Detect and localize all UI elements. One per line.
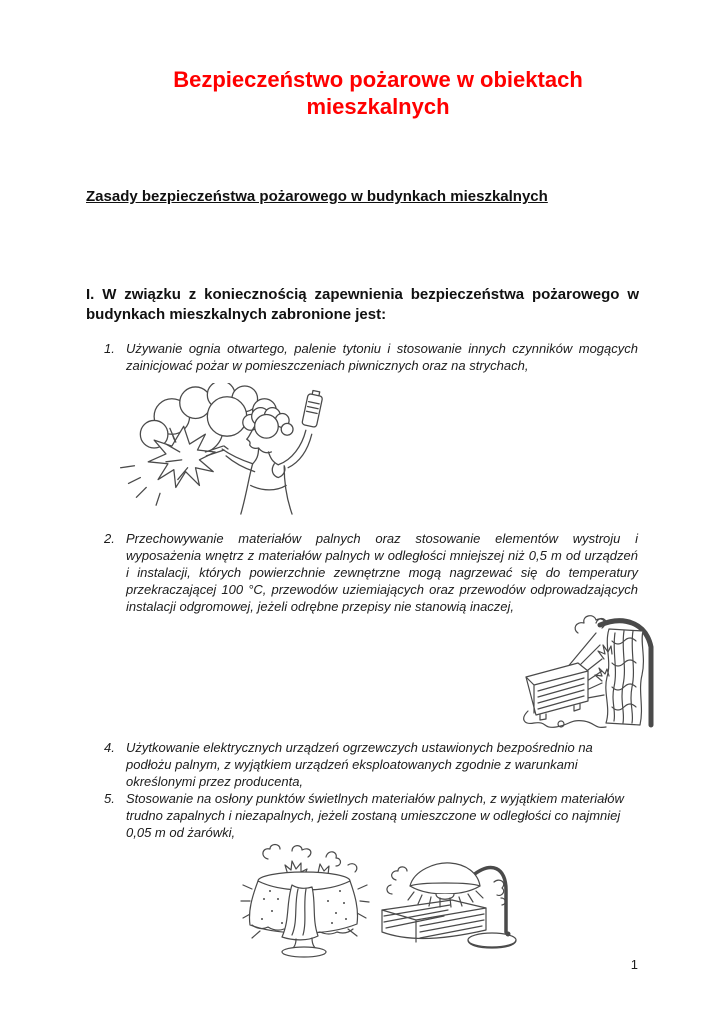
page-number: 1	[630, 957, 638, 972]
woman-hairspray-open-fire-illustration	[110, 383, 348, 516]
desk-lamp-paper-stack-fire-illustration	[374, 846, 519, 958]
list-items-4-5	[104, 739, 638, 841]
list-item-2	[104, 530, 638, 615]
list-item-text: Stosowanie na osłony punktów świetlnych materiałów palnych, z wyjątkiem materiałów trudno zapalnych i niezapalnych, jeżeli zostaną umieszczone w odległości co najmniej 0,05 m od żarówki,	[126, 791, 624, 840]
section-heading: I. W związku z koniecznością zapewnienia bezpieczeństwa pożarowego w budynkach mieszkalnych zabronione jest:	[86, 286, 639, 323]
list-item-4	[104, 739, 638, 790]
burning-table-cloth-illustration	[240, 843, 370, 961]
list-item-number: 1.	[104, 341, 115, 356]
list-item-number: 4.	[104, 740, 115, 755]
list-item-1	[104, 340, 638, 374]
list-item-text: Używanie ognia otwartego, palenie tytoniu i stosowanie innych czynników mogących zainicjować pożar w pomieszczeniach piwnicznych oraz na strychach,	[126, 341, 638, 373]
list-item-text: Użytkowanie elektrycznych urządzeń ogrzewczych ustawionych bezpośrednio na podłożu palnym, z wyjątkiem urządzeń eksploatowanych zgodnie z warunkami określonymi przez producenta,	[126, 740, 593, 789]
list-item-number: 5.	[104, 791, 115, 806]
electric-heater-burning-curtain-illustration	[512, 610, 662, 732]
page-subtitle: Zasady bezpieczeństwa pożarowego w budynkach mieszkalnych	[86, 188, 548, 205]
list-item-5	[104, 790, 638, 841]
list-item-text: Przechowywanie materiałów palnych oraz stosowanie elementów wystroju i wyposażenia wnętrz z materiałów palnych w odległości mniejszej niż 0,5 m od urządzeń i instalacji, których powierzchnie zewnętrzne mogą nagrzewać się do temperatury przekraczającej 100 °C, przewodów uziemiających oraz przewodów odprowadzających instalacji odgromowej, jeżeli odrębne przepisy nie stanowią inaczej,	[126, 531, 638, 614]
list-item-number: 2.	[104, 531, 115, 546]
page-title: Bezpieczeństwo pożarowe w obiektach mieszkalnych	[173, 67, 583, 119]
